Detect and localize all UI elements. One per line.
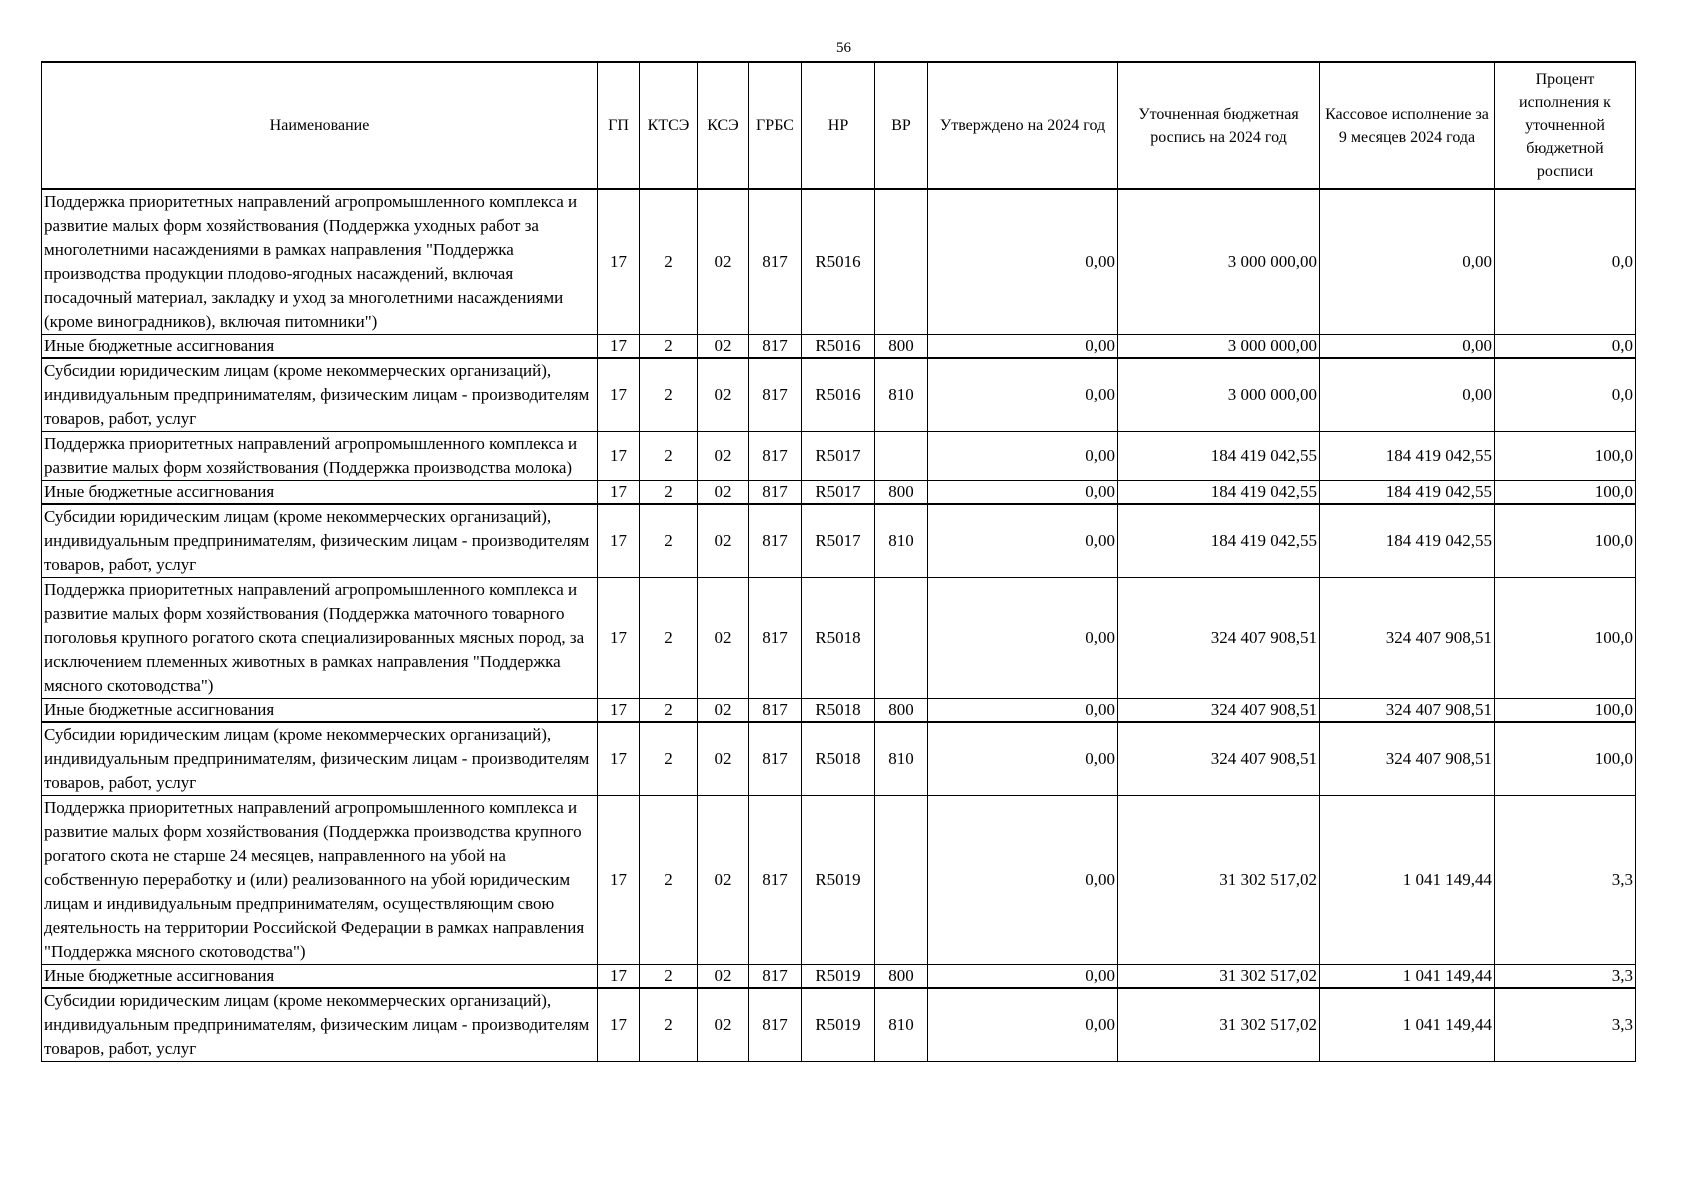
- cell-kse: 02: [698, 796, 749, 965]
- cell-name: Поддержка приоритетных направлений агропромышленного комплекса и развитие малых форм хозяйствования (Поддержка производства крупного рогатого скота не старше 24 месяцев, направленного на убой на собственную переработку и (или) реализованного на убой юридическим лицам и индивидуальным предпринимателям, осуществляющим свою деятельность на территории Российской Федерации в рамках направления "Поддержка мясного скотоводства"): [42, 796, 598, 965]
- header-ktse: КТСЭ: [640, 62, 698, 189]
- header-grbs: ГРБС: [749, 62, 802, 189]
- budget-execution-table: [41, 61, 1636, 1062]
- cell-nr: R5018: [802, 699, 875, 723]
- cell-ktse: 2: [640, 699, 698, 723]
- cell-gp: 17: [598, 189, 640, 335]
- cell-gp: 17: [598, 796, 640, 965]
- table-row: [42, 722, 1636, 796]
- page-number: 56: [836, 40, 851, 56]
- cell-approved: 0,00: [928, 796, 1118, 965]
- header-cash: Кассовое исполнение за 9 месяцев 2024 года: [1320, 62, 1495, 189]
- cell-cash: 0,00: [1320, 335, 1495, 359]
- cell-percent: 0,0: [1495, 358, 1636, 432]
- cell-ktse: 2: [640, 335, 698, 359]
- cell-refined: 31 302 517,02: [1118, 796, 1320, 965]
- cell-vr: [875, 796, 928, 965]
- cell-refined: 184 419 042,55: [1118, 432, 1320, 481]
- cell-ktse: 2: [640, 965, 698, 989]
- cell-vr: 810: [875, 722, 928, 796]
- cell-approved: 0,00: [928, 578, 1118, 699]
- cell-name: Субсидии юридическим лицам (кроме некоммерческих организаций), индивидуальным предпринимателям, физическим лицам - производителям товаров, работ, услуг: [42, 722, 598, 796]
- cell-refined: 3 000 000,00: [1118, 189, 1320, 335]
- cell-cash: 1 041 149,44: [1320, 965, 1495, 989]
- cell-cash: 1 041 149,44: [1320, 988, 1495, 1062]
- cell-ktse: 2: [640, 988, 698, 1062]
- cell-approved: 0,00: [928, 481, 1118, 505]
- cell-approved: 0,00: [928, 432, 1118, 481]
- cell-grbs: 817: [749, 358, 802, 432]
- cell-ktse: 2: [640, 578, 698, 699]
- cell-grbs: 817: [749, 335, 802, 359]
- cell-nr: R5016: [802, 189, 875, 335]
- cell-nr: R5019: [802, 965, 875, 989]
- cell-nr: R5017: [802, 432, 875, 481]
- cell-kse: 02: [698, 699, 749, 723]
- cell-gp: 17: [598, 481, 640, 505]
- cell-approved: 0,00: [928, 988, 1118, 1062]
- cell-grbs: 817: [749, 796, 802, 965]
- cell-refined: 324 407 908,51: [1118, 722, 1320, 796]
- cell-percent: 100,0: [1495, 722, 1636, 796]
- cell-gp: 17: [598, 965, 640, 989]
- cell-ktse: 2: [640, 722, 698, 796]
- cell-cash: 1 041 149,44: [1320, 796, 1495, 965]
- cell-name: Поддержка приоритетных направлений агропромышленного комплекса и развитие малых форм хозяйствования (Поддержка производства молока): [42, 432, 598, 481]
- cell-vr: 800: [875, 481, 928, 505]
- header-gp: ГП: [598, 62, 640, 189]
- cell-name: Поддержка приоритетных направлений агропромышленного комплекса и развитие малых форм хозяйствования (Поддержка маточного товарного поголовья крупного рогатого скота специализированных мясных пород, за исключением племенных животных в рамках направления "Поддержка мясного скотоводства"): [42, 578, 598, 699]
- cell-kse: 02: [698, 988, 749, 1062]
- cell-kse: 02: [698, 189, 749, 335]
- cell-approved: 0,00: [928, 335, 1118, 359]
- table-row: [42, 965, 1636, 989]
- cell-grbs: 817: [749, 189, 802, 335]
- cell-percent: 0,0: [1495, 335, 1636, 359]
- cell-ktse: 2: [640, 432, 698, 481]
- cell-ktse: 2: [640, 189, 698, 335]
- table-row: [42, 481, 1636, 505]
- cell-cash: 184 419 042,55: [1320, 432, 1495, 481]
- table-row: [42, 358, 1636, 432]
- cell-approved: 0,00: [928, 722, 1118, 796]
- cell-vr: [875, 432, 928, 481]
- cell-kse: 02: [698, 722, 749, 796]
- cell-percent: 3,3: [1495, 988, 1636, 1062]
- cell-name: Иные бюджетные ассигнования: [42, 335, 598, 359]
- table-row: [42, 432, 1636, 481]
- cell-grbs: 817: [749, 504, 802, 578]
- cell-grbs: 817: [749, 722, 802, 796]
- cell-vr: [875, 189, 928, 335]
- cell-percent: 3,3: [1495, 965, 1636, 989]
- cell-kse: 02: [698, 335, 749, 359]
- table-header: [42, 62, 1636, 189]
- cell-gp: 17: [598, 699, 640, 723]
- cell-approved: 0,00: [928, 189, 1118, 335]
- cell-approved: 0,00: [928, 358, 1118, 432]
- cell-ktse: 2: [640, 481, 698, 505]
- cell-nr: R5016: [802, 358, 875, 432]
- cell-refined: 31 302 517,02: [1118, 988, 1320, 1062]
- cell-vr: 800: [875, 335, 928, 359]
- table-row: [42, 504, 1636, 578]
- cell-kse: 02: [698, 358, 749, 432]
- cell-percent: 100,0: [1495, 481, 1636, 505]
- table-body: [42, 189, 1636, 1062]
- table-row: [42, 335, 1636, 359]
- cell-ktse: 2: [640, 358, 698, 432]
- cell-ktse: 2: [640, 796, 698, 965]
- header-percent: Процент исполнения к уточненной бюджетной росписи: [1495, 62, 1636, 189]
- header-approved: Утверждено на 2024 год: [928, 62, 1118, 189]
- cell-vr: 810: [875, 504, 928, 578]
- cell-vr: [875, 578, 928, 699]
- cell-cash: 324 407 908,51: [1320, 722, 1495, 796]
- header-kse: КСЭ: [698, 62, 749, 189]
- cell-refined: 324 407 908,51: [1118, 578, 1320, 699]
- table-row: [42, 578, 1636, 699]
- cell-kse: 02: [698, 504, 749, 578]
- cell-grbs: 817: [749, 988, 802, 1062]
- cell-gp: 17: [598, 358, 640, 432]
- cell-grbs: 817: [749, 481, 802, 505]
- cell-percent: 100,0: [1495, 504, 1636, 578]
- table-row: [42, 988, 1636, 1062]
- cell-cash: 324 407 908,51: [1320, 578, 1495, 699]
- cell-grbs: 817: [749, 432, 802, 481]
- cell-name: Иные бюджетные ассигнования: [42, 699, 598, 723]
- cell-refined: 184 419 042,55: [1118, 481, 1320, 505]
- cell-approved: 0,00: [928, 699, 1118, 723]
- cell-nr: R5018: [802, 578, 875, 699]
- cell-vr: 810: [875, 358, 928, 432]
- cell-kse: 02: [698, 432, 749, 481]
- cell-refined: 3 000 000,00: [1118, 358, 1320, 432]
- cell-nr: R5019: [802, 988, 875, 1062]
- cell-name: Субсидии юридическим лицам (кроме некоммерческих организаций), индивидуальным предпринимателям, физическим лицам - производителям товаров, работ, услуг: [42, 988, 598, 1062]
- cell-gp: 17: [598, 578, 640, 699]
- cell-kse: 02: [698, 578, 749, 699]
- header-name: Наименование: [42, 62, 598, 189]
- table-row: [42, 699, 1636, 723]
- cell-cash: 0,00: [1320, 189, 1495, 335]
- cell-nr: R5017: [802, 504, 875, 578]
- cell-name: Иные бюджетные ассигнования: [42, 965, 598, 989]
- header-vr: ВР: [875, 62, 928, 189]
- cell-name: Иные бюджетные ассигнования: [42, 481, 598, 505]
- cell-name: Поддержка приоритетных направлений агропромышленного комплекса и развитие малых форм хозяйствования (Поддержка уходных работ за многолетними насаждениями в рамках направления "Поддержка производства продукции плодово-ягодных насаждений, включая посадочный материал, закладку и уход за многолетними насаждениями (кроме виноградников), включая питомники"): [42, 189, 598, 335]
- cell-kse: 02: [698, 481, 749, 505]
- cell-grbs: 817: [749, 578, 802, 699]
- cell-percent: 100,0: [1495, 432, 1636, 481]
- table-row: [42, 189, 1636, 335]
- cell-gp: 17: [598, 504, 640, 578]
- cell-ktse: 2: [640, 504, 698, 578]
- cell-refined: 3 000 000,00: [1118, 335, 1320, 359]
- cell-kse: 02: [698, 965, 749, 989]
- cell-gp: 17: [598, 988, 640, 1062]
- cell-cash: 184 419 042,55: [1320, 481, 1495, 505]
- cell-vr: 800: [875, 965, 928, 989]
- cell-vr: 810: [875, 988, 928, 1062]
- table-row: [42, 796, 1636, 965]
- cell-nr: R5017: [802, 481, 875, 505]
- header-nr: НР: [802, 62, 875, 189]
- cell-cash: 184 419 042,55: [1320, 504, 1495, 578]
- cell-name: Субсидии юридическим лицам (кроме некоммерческих организаций), индивидуальным предпринимателям, физическим лицам - производителям товаров, работ, услуг: [42, 504, 598, 578]
- cell-grbs: 817: [749, 699, 802, 723]
- cell-approved: 0,00: [928, 504, 1118, 578]
- cell-percent: 100,0: [1495, 578, 1636, 699]
- cell-nr: R5019: [802, 796, 875, 965]
- cell-name: Субсидии юридическим лицам (кроме некоммерческих организаций), индивидуальным предпринимателям, физическим лицам - производителям товаров, работ, услуг: [42, 358, 598, 432]
- cell-percent: 0,0: [1495, 189, 1636, 335]
- cell-gp: 17: [598, 432, 640, 481]
- cell-nr: R5018: [802, 722, 875, 796]
- cell-nr: R5016: [802, 335, 875, 359]
- cell-gp: 17: [598, 335, 640, 359]
- cell-cash: 324 407 908,51: [1320, 699, 1495, 723]
- cell-cash: 0,00: [1320, 358, 1495, 432]
- cell-vr: 800: [875, 699, 928, 723]
- cell-grbs: 817: [749, 965, 802, 989]
- header-refined: Уточненная бюджетная роспись на 2024 год: [1118, 62, 1320, 189]
- cell-gp: 17: [598, 722, 640, 796]
- cell-percent: 3,3: [1495, 796, 1636, 965]
- cell-percent: 100,0: [1495, 699, 1636, 723]
- cell-refined: 184 419 042,55: [1118, 504, 1320, 578]
- cell-approved: 0,00: [928, 965, 1118, 989]
- cell-refined: 31 302 517,02: [1118, 965, 1320, 989]
- cell-refined: 324 407 908,51: [1118, 699, 1320, 723]
